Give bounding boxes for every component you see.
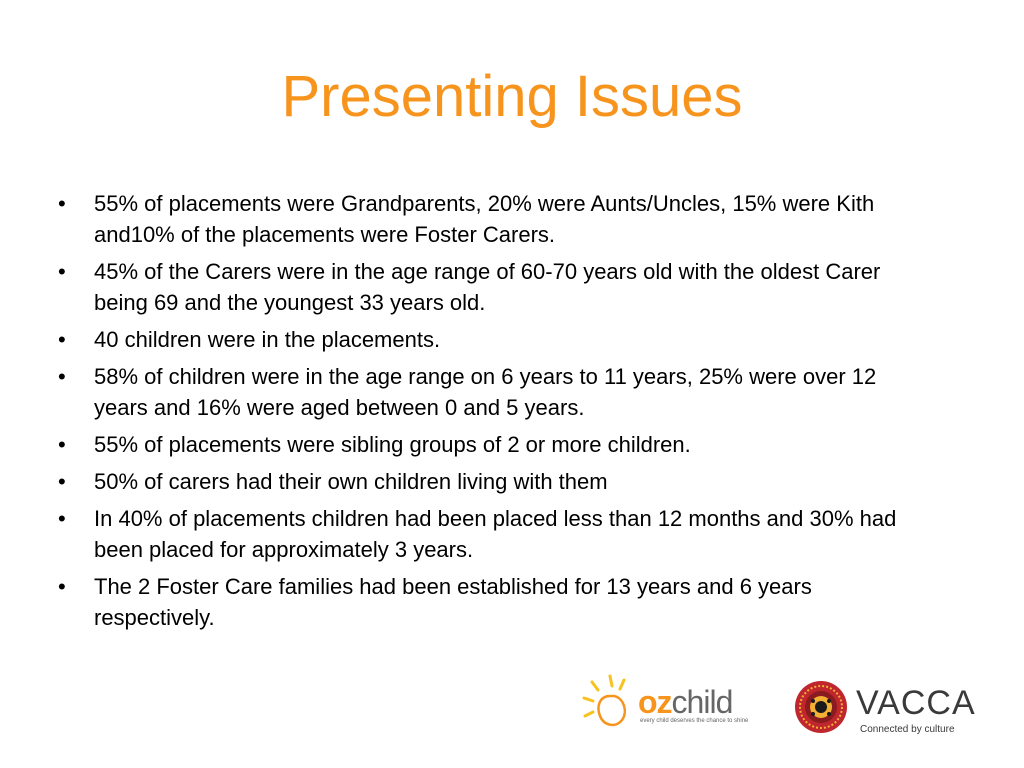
ozchild-wordmark-child: child (671, 684, 733, 720)
bullet-text: 40 children were in the placements. (94, 327, 441, 352)
bullet-item (58, 188, 918, 250)
bullet-dot: • (58, 191, 66, 216)
footer-logos (580, 672, 1000, 752)
bullet-dot: • (58, 364, 66, 389)
bullet-text: 45% of the Carers were in the age range of 60-70 years old with the oldest Carer being 69 and the youngest 33 years old. (94, 259, 881, 315)
bullet-text: 58% of children were in the age range on 6 years to 11 years, 25% were over 12 years and 16% were aged between 0 and 5 years. (94, 364, 877, 420)
bullet-text: 50% of carers had their own children living with them (94, 469, 608, 494)
bullet-item (58, 466, 918, 497)
bullet-item (58, 429, 918, 460)
bullet-text: The 2 Foster Care families had been established for 13 years and 6 years respectively. (94, 574, 812, 630)
slide-title: Presenting Issues (281, 64, 743, 129)
bullet-list (58, 188, 918, 639)
bullet-dot: • (58, 259, 66, 284)
bullet-text: In 40% of placements children had been placed less than 12 months and 30% had been placed for approximately 3 years. (94, 506, 897, 562)
vacca-wordmark: VACCA (856, 684, 976, 722)
bullet-dot: • (58, 432, 66, 457)
bullet-item (58, 324, 918, 355)
bullet-dot: • (58, 574, 66, 599)
bullet-dot: • (58, 327, 66, 352)
bullet-text: 55% of placements were sibling groups of 2 or more children. (94, 432, 691, 457)
bullet-item (58, 256, 918, 318)
bullet-dot: • (58, 506, 66, 531)
sun-icon (580, 672, 640, 738)
vacca-logo (794, 680, 994, 746)
vacca-tagline: Connected by culture (860, 724, 955, 735)
ozchild-wordmark (638, 684, 732, 720)
ozchild-tagline: every child deserves the chance to shine (640, 718, 749, 724)
bullet-item (58, 571, 918, 633)
ozchild-logo (580, 672, 770, 738)
bullet-item (58, 503, 918, 565)
bullet-text: 55% of placements were Grandparents, 20% were Aunts/Uncles, 15% were Kith and10% of the placements were Foster Carers. (94, 191, 875, 247)
bullet-dot: • (58, 469, 66, 494)
bullet-item (58, 361, 918, 423)
vacca-seal-icon (794, 680, 848, 734)
ozchild-wordmark-oz: oz (638, 684, 672, 720)
